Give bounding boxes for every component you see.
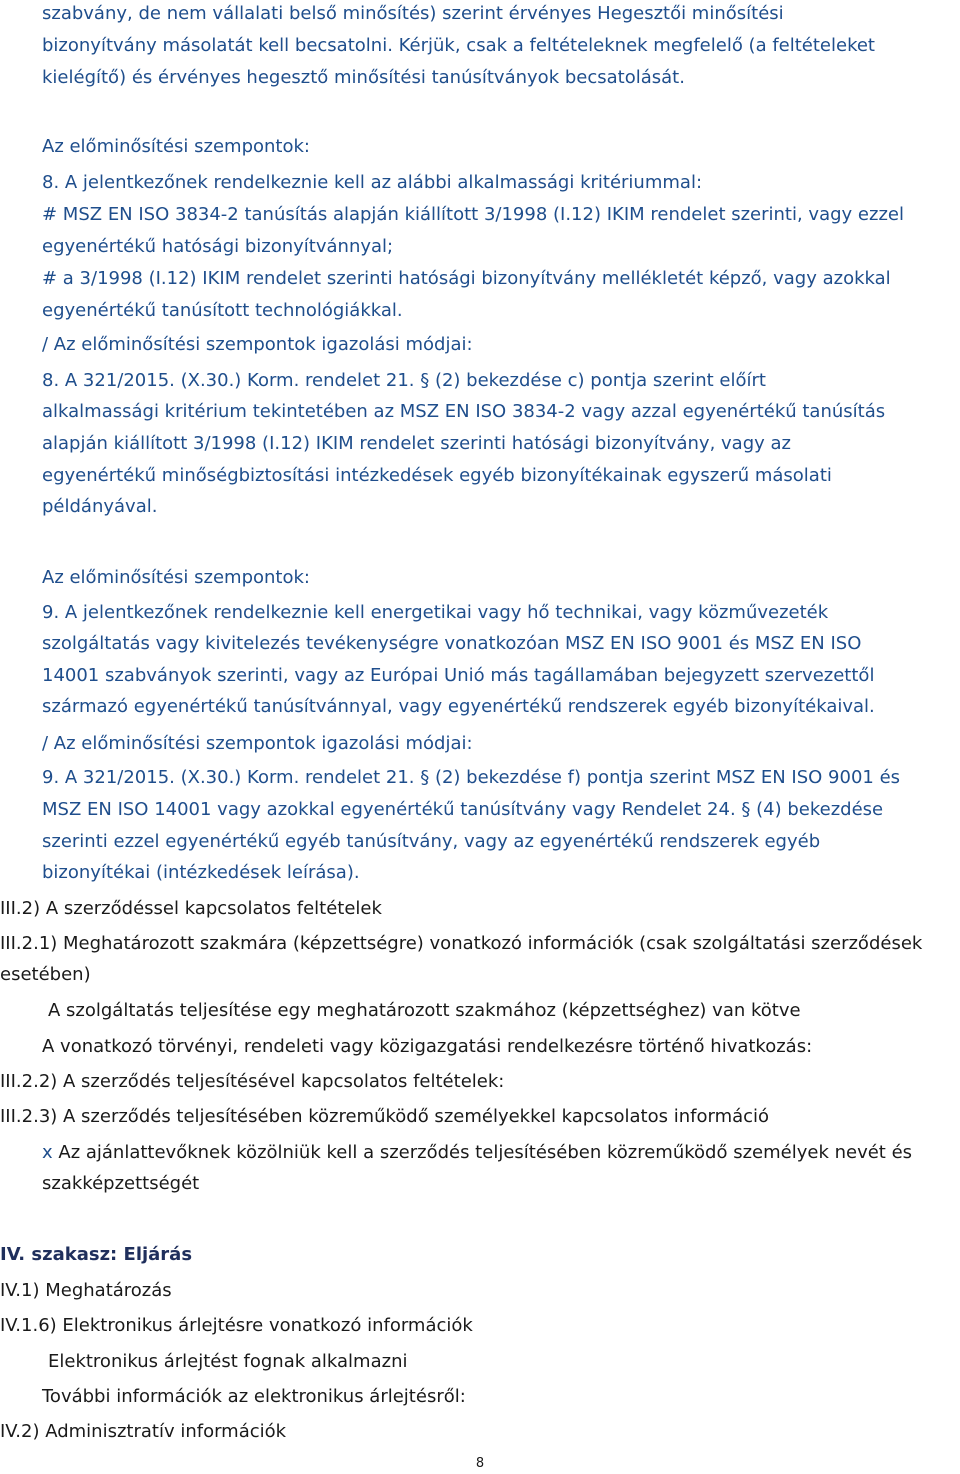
text-line: egyenértékű minőségbiztosítási intézkedések egyéb bizonyítékainak egyszerű másolati — [42, 465, 832, 486]
text-line: # a 3/1998 (I.12) IKIM rendelet szerinti hatósági bizonyítvány mellékletét képző, vagy azokkal — [42, 268, 891, 289]
text-line: A vonatkozó törvényi, rendeleti vagy közigazgatási rendelkezésre történő hivatkozás: — [42, 1036, 813, 1057]
text-line: bizonyítvány másolatát kell becsatolni. Kérjük, csak a feltételeknek megfelelő (a feltételeket — [42, 35, 875, 56]
proof-heading: / Az előminősítési szempontok igazolási módjai: — [42, 334, 473, 355]
text-line: # MSZ EN ISO 3834-2 tanúsítás alapján kiállított 3/1998 (I.12) IKIM rendelet szerinti, vagy ezzel — [42, 204, 904, 225]
text-span: Az ajánlattevőknek közölniük kell a szerződés teljesítésében közreműködő személyek nevét és — [52, 1142, 913, 1163]
text-line: példányával. — [42, 496, 158, 517]
text-line: 9. A jelentkezőnek rendelkeznie kell energetikai vagy hő technikai, vagy közművezeték — [42, 602, 829, 623]
text-line — [42, 1141, 912, 1165]
text-line: 8. A jelentkezőnek rendelkeznie kell az alábbi alkalmassági kritériummal: — [42, 172, 703, 193]
section-iv1: IV.1) Meghatározás — [0, 1280, 172, 1301]
text-line: Elektronikus árlejtést fognak alkalmazni — [48, 1351, 408, 1372]
text-line: 14001 szabványok szerinti, vagy az Európai Unió más tagállamában bejegyzett szervezettől — [42, 665, 875, 686]
section-iv2: IV.2) Adminisztratív információk — [0, 1421, 287, 1442]
section-iii2: III.2) A szerződéssel kapcsolatos feltételek — [0, 898, 382, 919]
text-line: alapján kiállított 3/1998 (I.12) IKIM rendelet szerinti hatósági bizonyítvány, vagy az — [42, 433, 791, 454]
section-iii21: III.2.1) Meghatározott szakmára (képzettségre) vonatkozó információk (csak szolgáltatási szerződések — [0, 933, 923, 954]
text-line: MSZ EN ISO 14001 vagy azokkal egyenértékű tanúsítvány vagy Rendelet 24. § (4) bekezdése — [42, 799, 884, 820]
text-line: alkalmassági kritérium tekintetében az MSZ EN ISO 3834-2 vagy azzal egyenértékű tanúsítás — [42, 401, 886, 422]
text-line: egyenértékű hatósági bizonyítvánnyal; — [42, 236, 394, 257]
text-line: További információk az elektronikus árlejtésről: — [42, 1386, 466, 1407]
text-line: kielégítő) és érvényes hegesztő minősítési tanúsítványok becsatolását. — [42, 67, 685, 88]
page-number: 8 — [475, 1456, 485, 1471]
text-line: egyenértékű tanúsított technológiákkal. — [42, 300, 403, 321]
text-line: szabvány, de nem vállalati belső minősítés) szerint érvényes Hegesztői minősítési — [42, 3, 784, 24]
text-line: szakképzettségét — [42, 1173, 200, 1194]
section-heading: Az előminősítési szempontok: — [42, 136, 310, 157]
text-line: 8. A 321/2015. (X.30.) Korm. rendelet 21. § (2) bekezdése c) pontja szerint előírt — [42, 370, 766, 391]
checkmark-x: x — [42, 1142, 53, 1163]
section-heading: Az előminősítési szempontok: — [42, 567, 310, 588]
text-line: 9. A 321/2015. (X.30.) Korm. rendelet 21. § (2) bekezdése f) pontja szerint MSZ EN ISO 9001 és — [42, 767, 901, 788]
text-line: szolgáltatás vagy kivitelezés tevékenységre vonatkozóan MSZ EN ISO 9001 és MSZ EN ISO — [42, 633, 862, 654]
proof-heading: / Az előminősítési szempontok igazolási módjai: — [42, 733, 473, 754]
section-iii23: III.2.3) A szerződés teljesítésében közreműködő személyekkel kapcsolatos információ — [0, 1106, 770, 1127]
text-line: szerinti ezzel egyenértékű egyéb tanúsítvány, vagy az egyenértékű rendszerek egyéb — [42, 831, 821, 852]
section-iii21-cont: esetében) — [0, 964, 91, 985]
section-iv16: IV.1.6) Elektronikus árlejtésre vonatkozó információk — [0, 1315, 473, 1336]
section-iii22: III.2.2) A szerződés teljesítésével kapcsolatos feltételek: — [0, 1071, 505, 1092]
text-line: bizonyítékai (intézkedések leírása). — [42, 862, 360, 883]
text-line: származó egyenértékű tanúsítvánnyal, vagy egyenértékű rendszerek egyéb bizonyítékaival. — [42, 696, 875, 717]
text-line: A szolgáltatás teljesítése egy meghatározott szakmához (képzettséghez) van kötve — [48, 1000, 801, 1021]
section-iv-title: IV. szakasz: Eljárás — [0, 1244, 193, 1265]
